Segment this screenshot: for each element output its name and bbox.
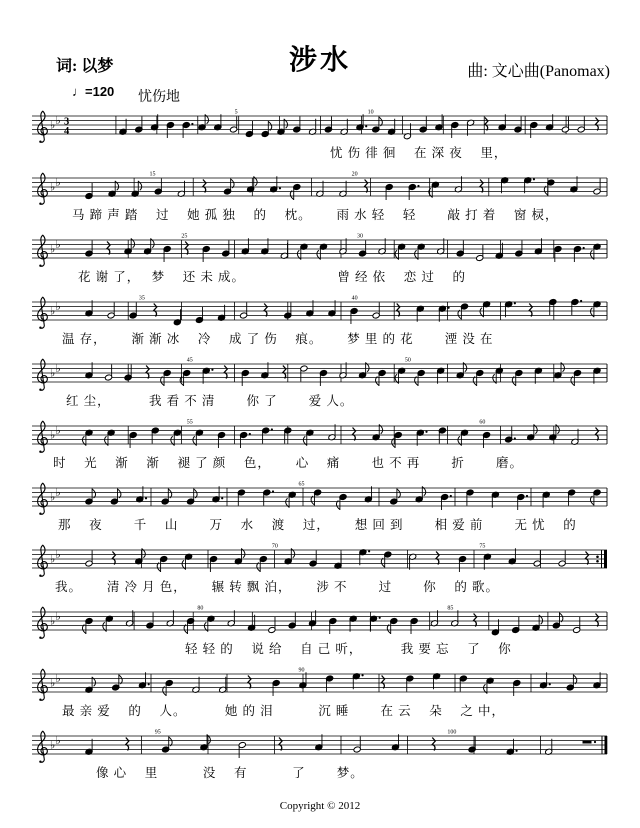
lyric-line-10: 最 亲 爱 的 人。 她 的 泪 沉 睡 在 云 朵 之 中，	[62, 704, 506, 718]
quarter-rest	[474, 614, 477, 627]
quarter-rest	[107, 242, 110, 255]
quarter-rest	[596, 428, 599, 441]
flat-icon: ♭	[55, 671, 61, 685]
staff-system-1	[31, 108, 609, 170]
measure-number: 75	[479, 543, 486, 550]
staff-system-7	[31, 480, 609, 542]
quarter-rest	[436, 552, 439, 565]
lyric-line-3: 花 谢 了， 梦 还 未 成。 曾 经 依 恋 过 的	[78, 270, 467, 284]
flat-icon: ♭	[55, 485, 61, 499]
lyric-line-9: 轻 轻 的 说 给 自 己 听， 我 要 忘 了 你	[185, 642, 512, 656]
staff-system-10	[31, 666, 609, 728]
measure-number: 45	[186, 357, 193, 364]
staff-svg-11	[31, 728, 609, 768]
measure-number: 85	[447, 605, 454, 612]
time-signature-top: 3	[64, 116, 70, 128]
quarter-rest	[248, 676, 251, 689]
quarter-rest	[480, 180, 483, 193]
staff-system-11	[31, 728, 609, 790]
staff-system-4	[31, 294, 609, 356]
measure-number: 40	[351, 295, 358, 302]
staff-system-6	[31, 418, 609, 480]
staff-system-5	[31, 356, 609, 418]
staff-svg-10	[31, 666, 609, 706]
staff-system-8	[31, 542, 609, 604]
measure-number: 95	[154, 729, 161, 736]
flat-icon: ♭	[50, 366, 56, 380]
staff-svg-9	[31, 604, 609, 644]
score-systems	[31, 108, 609, 790]
lyric-line-1: 忧 伤 徘 徊 在 深 夜 里，	[330, 146, 508, 160]
flat-icon: ♭	[50, 304, 56, 318]
quarter-rest	[432, 738, 435, 751]
quarter-rest	[224, 366, 227, 379]
quarter-rest	[279, 738, 282, 751]
measure-number: 10	[367, 109, 374, 116]
staff-svg-1	[31, 108, 609, 148]
measure-number: 70	[271, 543, 278, 550]
song-title: 涉水	[288, 45, 351, 76]
quarter-rest	[185, 242, 188, 255]
staff-system-9	[31, 604, 609, 666]
flat-icon: ♭	[55, 299, 61, 313]
flat-icon: ♭	[55, 113, 61, 127]
flat-icon: ♭	[55, 237, 61, 251]
quarter-rest	[353, 428, 356, 441]
lyric-line-6: 时 光 渐 渐 褪 了 颜 色， 心 痛 也 不 再 折 磨。	[53, 456, 524, 470]
composer-credit: 曲: 文心曲(Panomax)	[467, 63, 610, 80]
flat-icon: ♭	[50, 676, 56, 690]
flat-icon: ♭	[50, 490, 56, 504]
flat-icon: ♭	[55, 733, 61, 747]
quarter-rest	[529, 304, 532, 317]
measure-number: 50	[404, 357, 411, 364]
lyricist-credit: 词: 以梦	[56, 58, 114, 75]
staff-svg-2	[31, 170, 609, 210]
flat-icon: ♭	[50, 428, 56, 442]
measure-number: 100	[447, 729, 457, 736]
flat-icon: ♭	[50, 242, 56, 256]
quarter-rest	[264, 304, 267, 317]
measure-number: 60	[479, 419, 486, 426]
quarter-rest	[586, 552, 589, 565]
flat-icon: ♭	[55, 547, 61, 561]
flat-icon: ♭	[50, 180, 56, 194]
staff-svg-7	[31, 480, 609, 520]
measure-number: 35	[138, 295, 145, 302]
whole-rest	[583, 741, 592, 744]
quarter-rest	[596, 118, 599, 131]
flat-icon: ♭	[50, 614, 56, 628]
end-repeat-barline	[604, 550, 607, 568]
staff-svg-8	[31, 542, 609, 582]
quarter-rest	[112, 552, 115, 565]
flat-icon: ♭	[50, 738, 56, 752]
flat-icon: ♭	[55, 175, 61, 189]
flat-icon: ♭	[50, 552, 56, 566]
staff-system-2	[31, 170, 609, 232]
quarter-rest	[154, 304, 157, 317]
staff-svg-3	[31, 232, 609, 272]
quarter-rest	[365, 180, 368, 193]
lyric-line-2: 马 蹄 声 踏 过 她 孤 独 的 枕。 雨 水 轻 轻 敲 打 着 窗 棂，	[72, 208, 559, 222]
measure-number: 25	[181, 233, 188, 240]
time-signature-bottom: 4	[64, 126, 70, 137]
final-barline	[605, 736, 608, 754]
staff-svg-4	[31, 294, 609, 334]
measure-number: 20	[351, 171, 358, 178]
measure-number: 65	[298, 481, 305, 488]
flat-icon: ♭	[55, 609, 61, 623]
quarter-rest	[146, 366, 149, 379]
staff-svg-6	[31, 418, 609, 458]
flat-icon: ♭	[50, 118, 56, 132]
measure-number: 5	[234, 109, 238, 116]
flat-icon: ♭	[55, 423, 61, 437]
lyric-line-8: 我。 清 冷 月 色， 辗 转 飘 泊， 涉 不 过 你 的 歌。	[55, 580, 500, 594]
tempo-marking: ♩=120	[72, 84, 115, 99]
quarter-rest	[596, 614, 599, 627]
quarter-rest	[283, 366, 286, 379]
quarter-rest	[397, 304, 400, 317]
lyric-line-4: 温 存， 渐 渐 冰 冷 成 了 伤 痕。 梦 里 的 花 湮 没 在	[62, 332, 494, 346]
measure-number: 80	[197, 605, 204, 612]
lyric-line-11: 像 心 里 没 有 了 梦。	[96, 766, 364, 780]
quarter-rest	[485, 118, 488, 131]
staff-svg-5	[31, 356, 609, 396]
copyright-notice: Copyright © 2012	[279, 800, 361, 812]
quarter-rest	[126, 738, 129, 751]
staff-system-3	[31, 232, 609, 294]
quarter-rest	[382, 676, 385, 689]
measure-number: 90	[298, 667, 305, 674]
measure-number: 30	[356, 233, 363, 240]
lyric-line-5: 红 尘， 我 看 不 清 你 了 爱 人。	[66, 394, 354, 408]
measure-number: 55	[186, 419, 193, 426]
flat-icon: ♭	[55, 361, 61, 375]
quarter-rest	[203, 180, 206, 193]
expression-marking: 忧伤地	[138, 90, 180, 105]
lyric-line-7: 那 夜 千 山 万 水 渡 过， 想 回 到 相 爱 前 无 忧 的	[58, 518, 577, 532]
measure-number: 15	[149, 171, 156, 178]
